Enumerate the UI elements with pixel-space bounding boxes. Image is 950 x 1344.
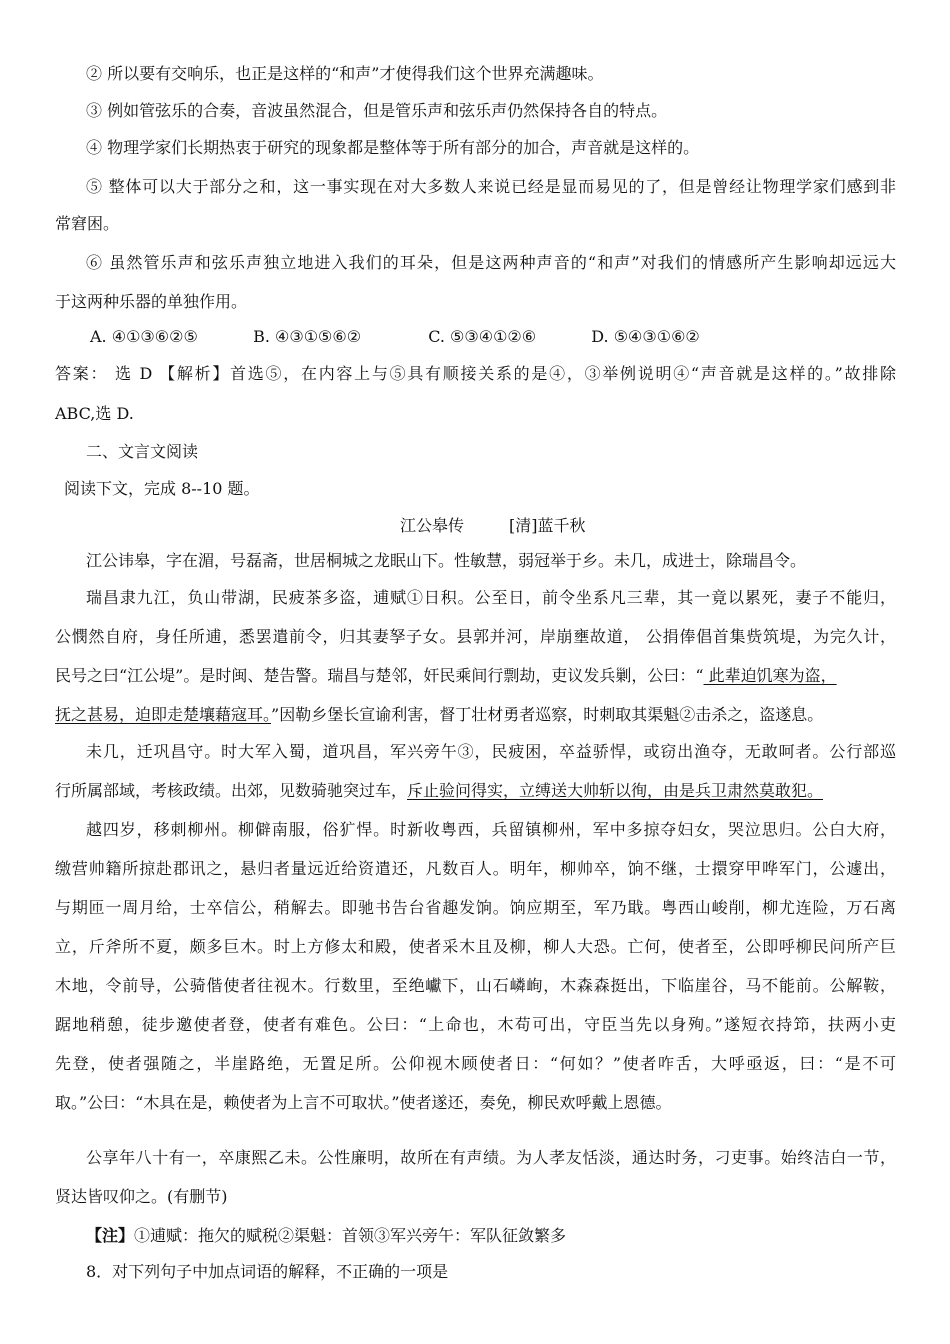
sentence-6-line-2: 于这两种乐器的单独作用。 [55, 292, 248, 311]
passage-p2-line-1: 瑞昌隶九江，负山带湖，民疲茶多盗，逋赋①日积。公至日，前令坐系凡三辈，其一竟以累死，妻子不能归， [86, 588, 896, 607]
passage-p4-line-8: 取。”公曰：“木具在是，赖使者为上言不可取状。”使者遂还，奏免，柳民欢呼戴上恩德。 [55, 1093, 672, 1112]
sentence-5-line-2: 常窘困。 [55, 214, 120, 233]
passage-p5-line-1: 公享年八十有一，卒康熙乙未。公性廉明，故所在有声绩。为人孝友恬淡，通达时务，刁吏事。始终洁白一节， [86, 1148, 896, 1167]
passage-p2-line-4 [55, 705, 823, 725]
option-a: A. ④①③⑥②⑤ [90, 327, 198, 346]
option-b: B. ④③①⑤⑥② [253, 327, 362, 346]
passage-p2-line-4-text: ”因勒乡堡长宣谕利害，督丁壮材勇者巡察，时刺取其渠魁②击杀之，盗遂息。 [271, 705, 824, 724]
option-d: D. ⑤④③①⑥② [591, 327, 700, 346]
passage-p4-line-1: 越四岁，移刺柳州。柳僻南服，俗犷悍。时新收粤西，兵留镇柳州，军中多掠夺妇女，哭泣思归。公白大府， [86, 820, 896, 839]
passage-p2-line-3-text: 民号之曰“江公堤”。是时闽、楚告警。瑞昌与楚邻，奸民乘间行剽劫，吏议发兵剿，公曰：“ [55, 666, 704, 685]
passage-p4-line-6: 踞地稍憩，徒步邀使者登，使者有难色。公曰：“上命也，木苟可出，守臣当先以身殉。”遂短衣持笻，扶两小吏 [55, 1015, 896, 1034]
passage-p2-line-3 [55, 666, 837, 686]
passage-p4-line-2: 缴营帅籍所掠赴郡讯之，悬归者量远近给资遣还，凡数百人。明年，柳帅卒，饷不继，士擐穿甲哗军门，公遽出， [55, 859, 896, 878]
passage-title: 江公皋传 [400, 516, 465, 535]
options-row [90, 327, 700, 347]
sentence-3: ③ 例如管弦乐的合奏，音波虽然混合，但是管乐声和弦乐声仍然保持各自的特点。 [86, 101, 668, 120]
passage-p3-line-2-text: 行所属部域，考核政绩。出郊，见数骑驰突过车， [55, 781, 408, 800]
underlined-sentence-1a: 此辈迫饥寒为盗， [703, 666, 837, 685]
passage-p4-line-4: 立，斤斧所不夏，颇多巨木。时上方修太和殿，使者采木且及柳，柳人大恐。亡何，使者至，公即呼柳民问所产巨 [55, 937, 896, 956]
passage-p4-line-7: 先登，使者强随之，半崖路绝，无置足所。公仰视木顾使者日：“何如？”使者咋舌，大呼亟返，曰：“是不可 [55, 1054, 896, 1073]
section-instruction: 阅读下文，完成 8--10 题。 [64, 479, 260, 498]
notes [86, 1226, 566, 1246]
passage-p5-line-2: 贤达皆叹仰之。(有删节) [55, 1187, 228, 1206]
passage-p1: 江公讳皋，字在湄，号磊斋，世居桐城之龙眠山下。性敏慧，弱冠举于乡。未几，成进士，除瑞昌令。 [86, 551, 807, 570]
sentence-2: ② 所以要有交响乐，也正是这样的“和声”才使得我们这个世界充满趣味。 [86, 64, 604, 83]
passage-p4-line-3: 与期匝一周月给，士卒信公，稍解去。即驰书告台省趣发饷。饷应期至，军乃戢。粤西山峻削，柳尤连险，万石离 [55, 898, 896, 917]
passage-author: [清]蓝千秋 [509, 516, 586, 535]
sentence-4: ④ 物理学家们长期热衷于研究的现象都是整体等于所有部分的加合，声音就是这样的。 [86, 138, 700, 157]
question-8: 8．对下列句子中加点词语的解释，不正确的一项是 [86, 1262, 449, 1281]
option-c: C. ⑤③④①②⑥ [428, 327, 537, 346]
notes-label: 【注】 [86, 1226, 135, 1245]
passage-p2-line-2: 公憫然自府，身任所逋，悉罢遣前令，归其妻孥子女。县郭并河，岸崩壅故道， 公捐俸倡首集赀筑堤，为完久计， [55, 627, 896, 646]
answer-line-1: 答案： 选 D 【解析】首选⑤，在内容上与⑤具有顺接关系的是④，③举例说明④“声音就是这样的。”故排除 [55, 364, 896, 383]
passage-p3-line-2 [55, 781, 823, 801]
passage-p3-line-1: 未几，迁巩昌守。时大军入蜀，道巩昌，军兴旁午③，民疲困，卒益骄悍，或窃出渔夺，无敢呵者。公行部巡 [86, 742, 896, 761]
underlined-sentence-2: 斥止验问得实，立缚送大帅斩以徇，由是兵卫肃然莫敢犯。 [407, 781, 824, 800]
answer-line-2: ABC,选 D. [55, 404, 134, 423]
sentence-6-line-1: ⑥ 虽然管乐声和弦乐声独立地进入我们的耳朵，但是这两种声音的“和声”对我们的情感所产生影响却远远大 [86, 253, 896, 272]
section-heading: 二、文言文阅读 [86, 442, 199, 461]
underlined-sentence-1b: 抚之甚易，迫即走楚壤藉寇耳。 [55, 705, 272, 724]
passage-p4-line-5: 木地，令前导，公骑偕使者往视木。行数里，至绝巘下，山石嶙峋，木森森挺出，下临崖谷，马不能前。公解鞍， [55, 976, 896, 995]
sentence-5-line-1: ⑤ 整体可以大于部分之和，这一事实现在对大多数人来说已经是显而易见的了，但是曾经让物理学家们感到非 [86, 177, 896, 196]
notes-text: ①逋赋：拖欠的赋税②渠魁：首领③军兴旁午：军队征敛繁多 [134, 1226, 567, 1245]
